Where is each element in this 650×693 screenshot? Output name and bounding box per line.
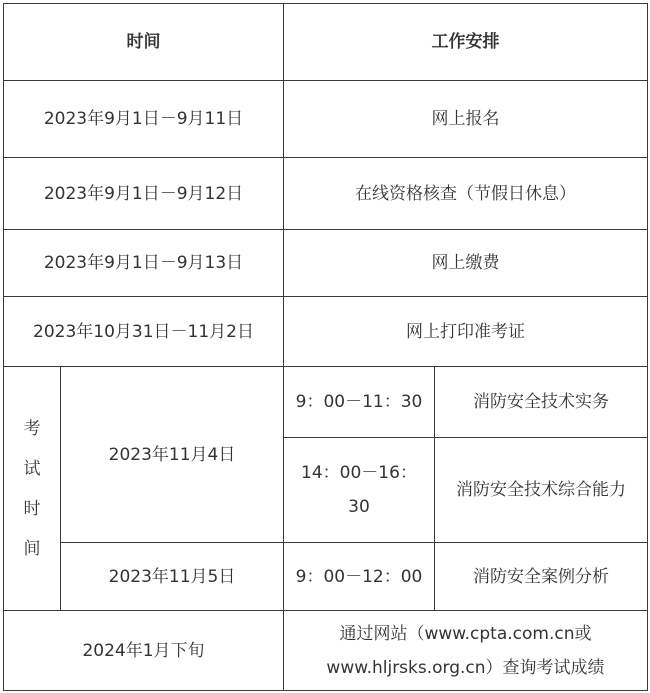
row-time: 2023年9月1日－9月11日 [4, 81, 284, 158]
header-row [4, 4, 648, 81]
exam-slot-time: 9：00－11：30 [284, 367, 435, 438]
row-work: 网上缴费 [284, 230, 648, 297]
exam-date: 2023年11月5日 [61, 543, 284, 611]
header-time: 时间 [4, 4, 284, 81]
header-work: 工作安排 [284, 4, 648, 81]
row-work: 网上报名 [284, 81, 648, 158]
exam-time-label [4, 367, 61, 611]
exam-schedule-table [3, 3, 648, 691]
exam-date: 2023年11月4日 [61, 367, 284, 543]
row-time: 2023年9月1日－9月12日 [4, 158, 284, 230]
table-row [4, 230, 648, 297]
exam-row [4, 367, 648, 438]
exam-label-char: 试 [23, 458, 41, 479]
table-row [4, 158, 648, 230]
exam-slot-time: 14：00－16：30 [284, 438, 435, 543]
exam-subject: 消防安全技术实务 [435, 367, 648, 438]
exam-label-char: 时 [23, 498, 41, 519]
exam-slot-time: 9：00－12：00 [284, 543, 435, 611]
row-work: 通过网站（www.cpta.com.cn或www.hljrsks.org.cn）查询考试成绩 [284, 611, 648, 691]
exam-label-char: 考 [23, 418, 41, 439]
exam-subject: 消防安全技术综合能力 [435, 438, 648, 543]
table-row [4, 297, 648, 367]
table-row [4, 611, 648, 691]
exam-subject: 消防安全案例分析 [435, 543, 648, 611]
exam-row [4, 543, 648, 611]
exam-label-char: 间 [23, 538, 41, 559]
row-time: 2023年10月31日－11月2日 [4, 297, 284, 367]
row-work: 网上打印准考证 [284, 297, 648, 367]
row-work: 在线资格核查（节假日休息） [284, 158, 648, 230]
row-time: 2024年1月下旬 [4, 611, 284, 691]
row-time: 2023年9月1日－9月13日 [4, 230, 284, 297]
table-row [4, 81, 648, 158]
